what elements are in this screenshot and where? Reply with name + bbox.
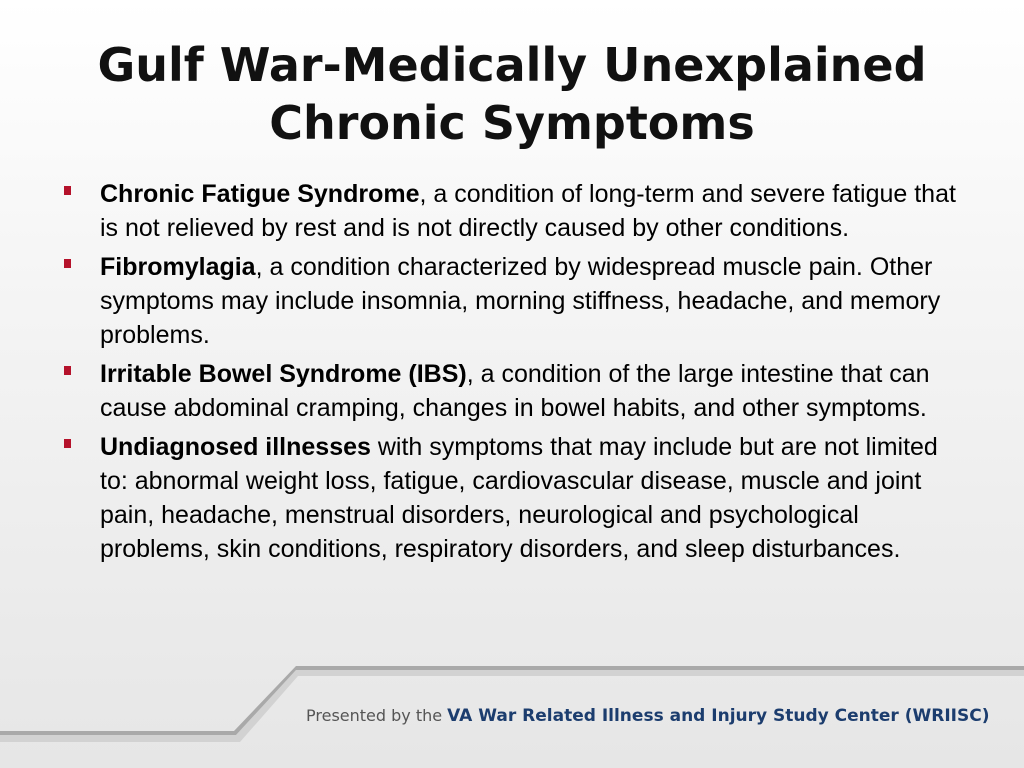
symptom-item-ibs [62, 357, 972, 425]
symptom-description: , a condition of the large intestine that can cause abdominal cramping, changes in bowel habits, and other symptoms. [100, 360, 930, 422]
symptom-term: Fibromylagia [100, 253, 256, 281]
slide-title [40, 36, 984, 152]
square-bullet-icon [64, 186, 71, 195]
symptom-item-chronic-fatigue [62, 177, 972, 245]
symptom-description: , a condition of long-term and severe fatigue that is not relieved by rest and is not directly caused by other conditions. [100, 180, 956, 242]
slide-title-line-1: Gulf War-Medically Unexplained [97, 38, 927, 92]
square-bullet-icon [64, 366, 71, 375]
symptom-description: with symptoms that may include but are not limited to: abnormal weight loss, fatigue, cardiovascular disease, muscle and joint pain, headache, menstrual disorders, neurological and psychological problems, skin conditions, respiratory disorders, and sleep disturbances. [100, 433, 938, 563]
square-bullet-icon [64, 439, 71, 448]
symptom-item-fibromyalgia [62, 250, 972, 352]
footer-prefix: Presented by the [306, 706, 448, 725]
footer-credit [306, 702, 996, 730]
slide-title-line-2: Chronic Symptoms [269, 96, 755, 150]
symptom-term: Chronic Fatigue Syndrome [100, 180, 420, 208]
square-bullet-icon [64, 259, 71, 268]
symptom-term: Irritable Bowel Syndrome (IBS) [100, 360, 467, 388]
symptom-description: , a condition characterized by widespread muscle pain. Other symptoms may include insomnia, morning stiffness, headache, and memory problems. [100, 253, 941, 349]
symptom-term: Undiagnosed illnesses [100, 433, 371, 461]
symptom-item-undiagnosed [62, 430, 972, 566]
footer-organization: VA War Related Illness and Injury Study Center (WRIISC) [447, 706, 990, 726]
symptom-list [62, 177, 972, 571]
